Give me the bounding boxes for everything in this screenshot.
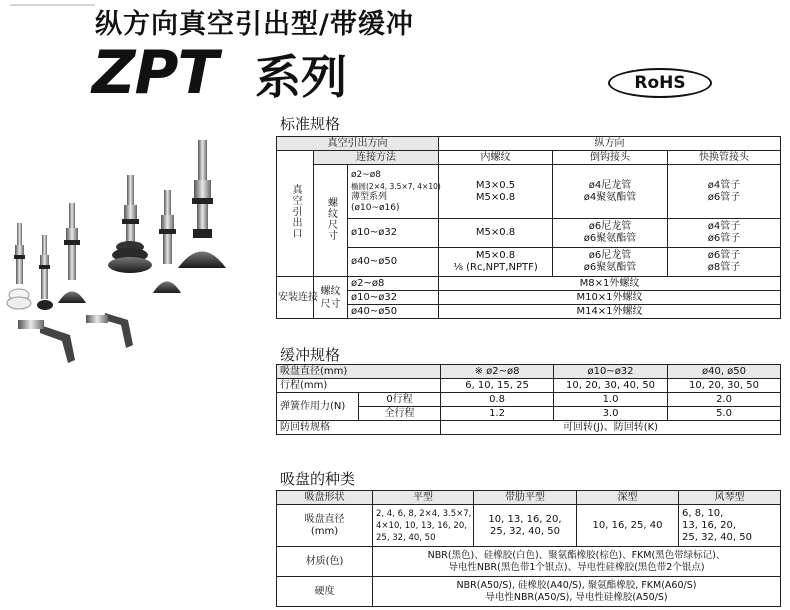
side-thread-size-label: 螺纹尺寸 — [325, 196, 337, 241]
pad-header-ribbed: 带肋平型 — [474, 491, 577, 505]
side-thread-size-cell — [314, 165, 348, 277]
onetouch-cell-2 — [668, 248, 781, 277]
series-code: ZPT — [92, 38, 218, 108]
vacuum-pad-bellows-icon — [108, 175, 152, 273]
mount-cell — [277, 277, 318, 319]
full-value: 1.2 — [441, 407, 554, 421]
pad-dia-ribbed — [474, 505, 577, 547]
side-outlet-label: 真空引出口 — [290, 184, 301, 239]
pad-dia-flat — [373, 505, 474, 547]
mount-thread-label: 螺纹尺寸 — [320, 285, 341, 310]
value-text: ø6聚氨酯管 — [583, 262, 637, 273]
size-text: 椭圆(2×4, 3.5×7, 4×10) — [351, 181, 441, 191]
header-connection: 连接方法 — [314, 151, 439, 165]
female-cell-0 — [439, 165, 553, 219]
size-cell-1: ø10~ø32 — [348, 219, 439, 248]
buffer-header-pad-dia: 吸盘直径(mm) — [277, 365, 441, 379]
vacuum-pad-medium-icon — [153, 190, 181, 293]
pad-dia-bellows — [679, 505, 781, 547]
header-vacuum-direction: 真空引出方向 — [277, 137, 439, 151]
value-text: 导电性NBR(A50/S), 导电性硅橡胶(A50/S) — [485, 591, 668, 603]
full-stroke-label: 全行程 — [359, 407, 441, 421]
value-text: ø6聚氨酯管 — [583, 233, 637, 244]
onetouch-cell-1 — [668, 219, 781, 248]
page-title: 纵方向真空引出型/带缓冲 — [95, 9, 414, 40]
vacuum-pad-small-icon — [58, 203, 86, 303]
zero-value: 0.8 — [441, 393, 554, 407]
mount-size-2: ø40~ø50 — [348, 305, 439, 319]
size-text: ø2~ø8 — [351, 169, 382, 180]
mount-thread-cell — [314, 277, 348, 319]
size-text: (ø10~ø16) — [351, 202, 400, 213]
size-cell-0 — [348, 165, 439, 219]
vacuum-pad-mini-icon — [7, 223, 31, 309]
material-label: 材质(色) — [277, 547, 373, 577]
side-outlet-cell — [277, 151, 314, 277]
mount-thread-1: M10×1外螺纹 — [439, 291, 781, 305]
pad-dia-deep: 10, 16, 25, 40 — [577, 505, 679, 547]
value-text: 25, 32, 40, 50 — [490, 525, 560, 537]
female-cell-2 — [439, 248, 553, 277]
zero-value: 1.0 — [554, 393, 668, 407]
value-text: ⅛ (Rc,NPT,NPTF) — [453, 262, 538, 273]
value-text: M5×0.8 — [475, 191, 516, 203]
bracket-mount-icon — [18, 320, 75, 363]
mount-thread-2: M14×1外螺纹 — [439, 305, 781, 319]
stroke-value: 6, 10, 15, 25 — [441, 379, 554, 393]
rohs-badge: RoHS — [608, 68, 712, 98]
pad-header-flat: 平型 — [373, 491, 474, 505]
value-text: ø4尼龙管 — [588, 179, 632, 191]
onetouch-cell-0 — [668, 165, 781, 219]
header-divider — [10, 4, 95, 6]
value-text: ø4聚氨酯管 — [583, 191, 637, 203]
mount-size-1: ø10~ø32 — [348, 291, 439, 305]
buffer-header-col1: ※ ø2~ø8 — [441, 365, 554, 379]
mount-label: 安装连接 — [278, 292, 318, 303]
hardness-value — [373, 577, 781, 607]
value-text: NBR(黑色)、硅橡胶(白色)、聚氨酯橡胶(棕色)、FKM(黑色带绿标记)、 — [427, 549, 726, 561]
rotation-value: 可回转(J)、防回转(K) — [441, 421, 781, 435]
pad-header-deep: 深型 — [577, 491, 679, 505]
spring-label: 弹簧作用力(N) — [277, 393, 359, 421]
value-text: 导电性NBR(黑色带1个银点)、导电性硅橡胶(黑色带2个银点) — [448, 561, 705, 573]
value-text: 25, 32, 40, 50 — [376, 532, 436, 543]
zero-stroke-label: 0行程 — [359, 393, 441, 407]
buffer-header-col3: ø40, ø50 — [668, 365, 781, 379]
value-text: 13, 16, 20, — [682, 519, 737, 531]
section-title-pad-types: 吸盘的种类 — [280, 470, 356, 488]
value-text: 6, 8, 10, — [682, 507, 724, 519]
full-value: 5.0 — [668, 407, 781, 421]
value-text: 4×10, 10, 13, 16, 20, — [376, 520, 467, 531]
value-text: M5×0.8 — [475, 250, 516, 261]
pad-types-table — [276, 490, 781, 607]
value-text: NBR(A50/S), 硅橡胶(A40/S), 聚氨酯橡胶, FKM(A60/S) — [456, 579, 697, 591]
barb-cell-2 — [553, 248, 668, 277]
value-text: M3×0.5 — [475, 179, 516, 191]
pad-dia-unit: (mm) — [310, 525, 339, 537]
female-cell-1: M5×0.8 — [439, 219, 553, 248]
value-text: ø6管子 — [707, 191, 741, 203]
series-word: 系列 — [255, 50, 347, 104]
zero-value: 2.0 — [668, 393, 781, 407]
value-text: 2, 4, 6, 8, 2×4, 3.5×7, — [376, 508, 472, 519]
mount-thread-0: M8×1外螺纹 — [439, 277, 781, 291]
full-value: 3.0 — [554, 407, 668, 421]
value-text: ø6尼龙管 — [588, 221, 632, 232]
bracket-mount-2-icon — [86, 313, 133, 348]
section-title-buffer-spec: 缓冲规格 — [280, 346, 341, 364]
stroke-value: 10, 20, 30, 50 — [668, 379, 781, 393]
pad-dia-label: 吸盘直径 — [304, 513, 345, 525]
header-female-thread: 内螺纹 — [439, 151, 553, 165]
header-vertical: 纵方向 — [439, 137, 781, 151]
value-text: ø8管子 — [707, 262, 741, 273]
hardness-label: 硬度 — [277, 577, 373, 607]
pad-header-shape: 吸盘形状 — [277, 491, 373, 505]
value-text: 25, 32, 40, 50 — [682, 531, 752, 543]
stroke-label: 行程(mm) — [277, 379, 441, 393]
size-text: 薄型系列 — [351, 191, 388, 202]
vacuum-pad-large-icon — [178, 140, 226, 268]
section-title-standard-spec: 标准规格 — [280, 115, 341, 133]
value-text: ø4管子 — [707, 221, 741, 232]
value-text: ø6尼龙管 — [588, 250, 632, 261]
standard-spec-table — [276, 136, 781, 319]
vacuum-pad-mini2-icon — [37, 235, 53, 310]
pad-dia-label-cell — [277, 505, 373, 547]
size-cell-2: ø40~ø50 — [348, 248, 439, 277]
value-text: ø6管子 — [707, 233, 741, 244]
barb-cell-0 — [553, 165, 668, 219]
mount-size-0: ø2~ø8 — [348, 277, 439, 291]
buffer-header-col2: ø10~ø32 — [554, 365, 668, 379]
material-value — [373, 547, 781, 577]
stroke-value: 10, 20, 30, 40, 50 — [554, 379, 668, 393]
value-text: ø6管子 — [707, 250, 741, 261]
value-text: 10, 13, 16, 20, — [488, 513, 562, 525]
header-one-touch: 快换管接头 — [668, 151, 781, 165]
product-illustration — [0, 135, 262, 365]
buffer-spec-table — [276, 364, 781, 435]
rotation-label: 防回转规格 — [277, 421, 441, 435]
barb-cell-1 — [553, 219, 668, 248]
pad-header-bellows: 风琴型 — [679, 491, 781, 505]
header-barb: 倒钩接头 — [553, 151, 668, 165]
value-text: ø4管子 — [707, 179, 741, 191]
